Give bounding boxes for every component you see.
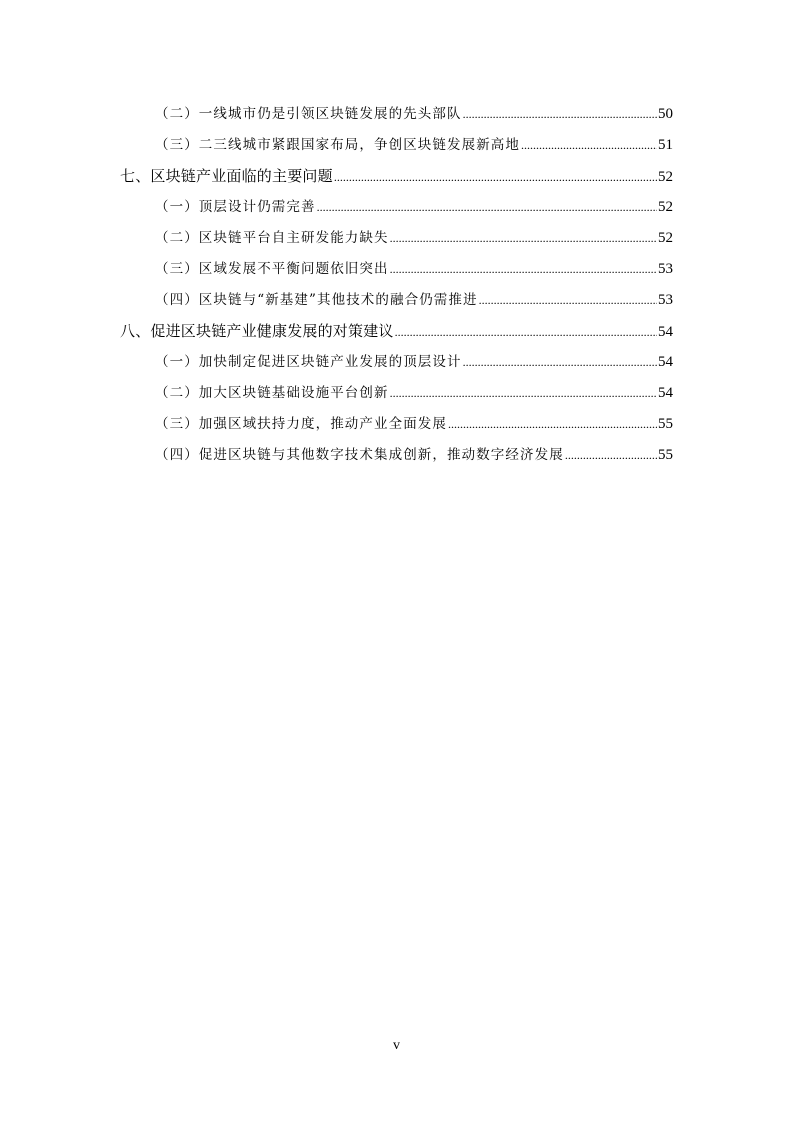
toc-entry[interactable]: [120, 378, 673, 409]
toc-entry-page: 54: [658, 354, 673, 370]
toc-entry-page: 52: [658, 199, 673, 215]
toc-entry-page: 51: [658, 137, 673, 153]
toc-entry[interactable]: [120, 409, 673, 440]
toc-entry-title: （一）加快制定促进区块链产业发展的顶层设计: [155, 354, 462, 370]
toc-chapter-page: 52: [658, 169, 673, 185]
toc-leader-dots: [334, 162, 657, 193]
toc-entry[interactable]: [120, 440, 673, 471]
toc-chapter-title: 七、区块链产业面临的主要问题: [120, 167, 333, 185]
toc-entry[interactable]: [120, 254, 673, 285]
toc-entry-title: （四）促进区块链与其他数字技术集成创新，推动数字经济发展: [155, 447, 564, 463]
toc-entry-title: （二）一线城市仍是引领区块链发展的先头部队: [155, 106, 462, 122]
toc-leader-dots: [395, 317, 657, 348]
toc-entry[interactable]: [120, 223, 673, 254]
toc-entry[interactable]: [120, 285, 673, 316]
toc-chapter-page: 54: [658, 324, 673, 340]
toc-chapter-entry[interactable]: [120, 316, 673, 347]
toc-entry-title: （二）区块链平台自主研发能力缺失: [155, 230, 389, 246]
toc-entry-page: 50: [658, 106, 673, 122]
toc-entry-page: 55: [658, 447, 673, 463]
toc-entry-page: 52: [658, 230, 673, 246]
toc-chapter-entry[interactable]: [120, 161, 673, 192]
toc-entry[interactable]: [120, 130, 673, 161]
toc-leader-dots: [565, 440, 657, 471]
toc-entry-title: （三）二三线城市紧跟国家布局，争创区块链发展新高地: [155, 137, 520, 153]
page-number: v: [393, 1038, 400, 1053]
toc-leader-dots: [463, 99, 657, 130]
toc-entry-title: （四）区块链与“新基建”其他技术的融合仍需推进: [155, 292, 478, 308]
toc-entry[interactable]: [120, 192, 673, 223]
toc-entry-page: 53: [658, 292, 673, 308]
toc-leader-dots: [390, 378, 657, 409]
toc-leader-dots: [390, 254, 657, 285]
toc-chapter-title: 八、促进区块链产业健康发展的对策建议: [120, 322, 394, 340]
table-of-contents: [120, 99, 673, 471]
toc-leader-dots: [390, 223, 657, 254]
toc-entry-page: 55: [658, 416, 673, 432]
toc-leader-dots: [317, 192, 657, 223]
toc-entry-title: （一）顶层设计仍需完善: [155, 199, 316, 215]
toc-entry-page: 54: [658, 385, 673, 401]
toc-entry[interactable]: [120, 347, 673, 378]
toc-leader-dots: [479, 285, 657, 316]
toc-entry[interactable]: [120, 99, 673, 130]
toc-entry-title: （三）加强区域扶持力度，推动产业全面发展: [155, 416, 447, 432]
toc-entry-title: （二）加大区块链基础设施平台创新: [155, 385, 389, 401]
toc-leader-dots: [463, 347, 657, 378]
toc-leader-dots: [448, 409, 657, 440]
toc-entry-title: （三）区域发展不平衡问题依旧突出: [155, 261, 389, 277]
toc-entry-page: 53: [658, 261, 673, 277]
toc-leader-dots: [521, 130, 657, 161]
